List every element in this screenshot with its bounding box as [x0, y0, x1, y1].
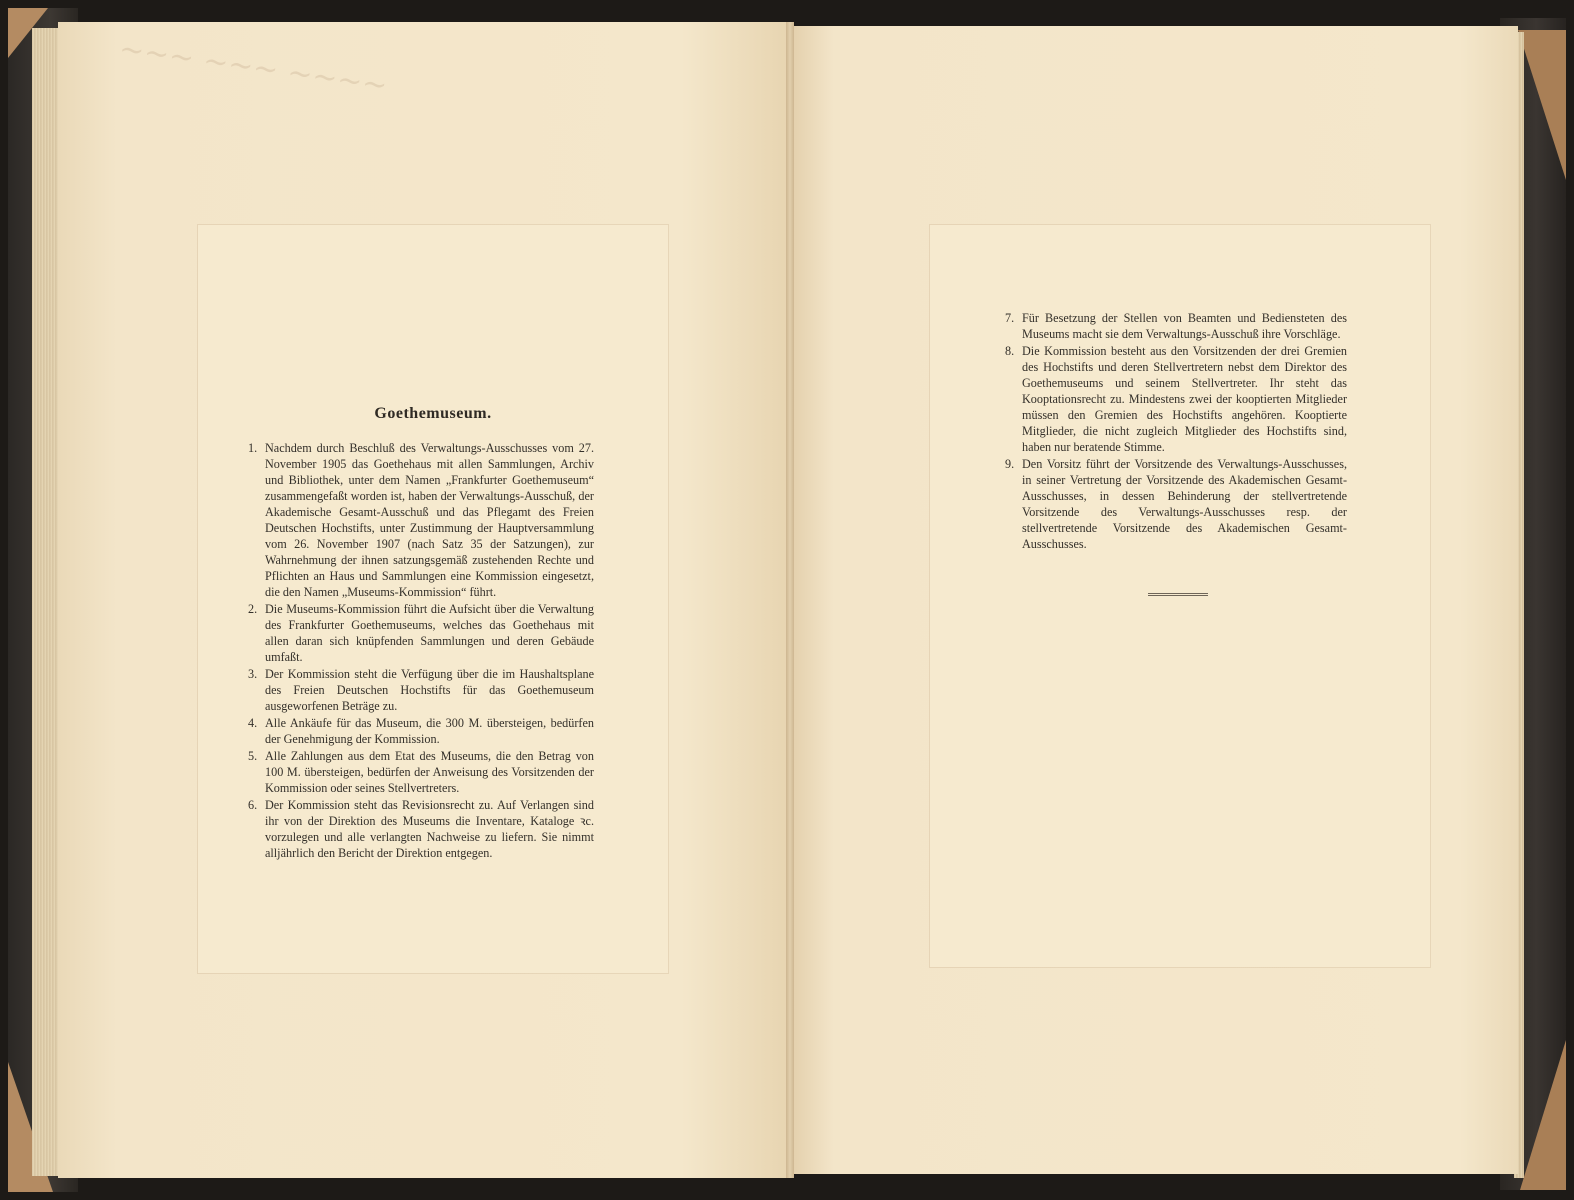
item-number: 2. — [248, 602, 258, 616]
list-item — [248, 440, 594, 600]
book-gutter — [786, 22, 794, 1178]
page-title: Goethemuseum. — [374, 405, 492, 422]
list-item — [248, 797, 594, 861]
item-text: Alle Zahlungen aus dem Etat des Museums, die den Betrag von 100 M. übersteigen, bedürfen der Anweisung des Vorsitzenden der Kommission oder seines Stellvertreters. — [265, 749, 594, 795]
list-item — [248, 715, 594, 747]
closing-rule — [1148, 593, 1208, 596]
item-number: 8. — [1005, 344, 1015, 358]
list-item — [248, 601, 594, 665]
item-number: 6. — [248, 798, 258, 812]
item-text: Der Kommission steht das Revisionsrecht zu. Auf Verlangen sind ihr von der Direktion des Museums die Inventare, Kataloge ꝛc. vorzulegen und alle verlangten Nachweise zu liefern. Sie nimmt alljährlich den Bericht der Direktion entgegen. — [265, 798, 594, 860]
item-number: 4. — [248, 716, 258, 730]
item-number: 1. — [248, 441, 258, 455]
item-text: Nachdem durch Beschluß des Verwaltungs-Ausschusses vom 27. November 1905 das Goethehaus mit allen Sammlungen, Archiv und Bibliothek, unter dem Namen „Frankfurter Goethemuseum“ zusammengefaßt worden ist, haben der Verwaltungs-Ausschuß, der Akademische Gesamt-Ausschuß und das Pflegamt des Freien Deutschen Hochstifts, unter Zustimmung der Hauptversammlung vom 26. November 1907 (nach Satz 35 der Satzungen), zur Wahrnehmung der ihnen satzungsgemäß zustehenden Rechte und Pflichten an Haus und Sammlungen eine Kommission eingesetzt, die den Namen „Museums-Kommission“ führt. — [265, 441, 594, 599]
item-text: Die Kommission besteht aus den Vorsitzenden der drei Gremien des Hochstifts und deren Stellvertretern nebst dem Direktor des Goethemuseums und seinem Stellvertreter. Ihr steht das Kooptationsrecht zu. Mindestens zwei der kooptierten Mitglieder müssen den Gremien des Hochstifts angehören. Kooptierte Mitglieder, die nicht zugleich Mitglieder des Hochstifts sind, haben nur beratende Stimme. — [1022, 344, 1347, 454]
list-item — [248, 748, 594, 796]
item-number: 3. — [248, 667, 258, 681]
list-item — [1005, 343, 1347, 455]
item-text: Den Vorsitz führt der Vorsitzende des Verwaltungs-Ausschusses, in seiner Vertretung der Vorsitzende des Akademischen Gesamt-Ausschusses, in dessen Behinderung der stellvertretende Vorsitzende des Verwaltungs-Ausschusses resp. der stellvertretende Vorsitzende des Akademischen Gesamt-Ausschusses. — [1022, 457, 1347, 551]
item-text: Der Kommission steht die Verfügung über die im Haushaltsplane des Freien Deutschen Hochstifts für das Goethemuseum ausgeworfenen Beträge zu. — [265, 667, 594, 713]
item-text: Für Besetzung der Stellen von Beamten und Bediensteten des Museums macht sie dem Verwaltungs-Ausschuß ihre Vorschläge. — [1022, 311, 1347, 341]
item-number: 7. — [1005, 311, 1015, 325]
article-list-left — [248, 440, 594, 862]
list-item — [1005, 310, 1347, 342]
item-text: Die Museums-Kommission führt die Aufsicht über die Verwaltung des Frankfurter Goethemuseums, welches das Goethehaus mit allen daran sich knüpfenden Sammlungen und deren Gebäude umfaßt. — [265, 602, 594, 664]
bleed-through-handwriting: ~~~ ~~~ ~~~~ — [116, 31, 390, 104]
item-text: Alle Ankäufe für das Museum, die 300 M. übersteigen, bedürfen der Genehmigung der Kommission. — [265, 716, 594, 746]
article-list-right — [1005, 310, 1347, 553]
item-number: 9. — [1005, 457, 1015, 471]
pasted-sheet-right — [930, 225, 1430, 967]
pasted-sheet-left — [198, 225, 668, 973]
item-number: 5. — [248, 749, 258, 763]
list-item — [248, 666, 594, 714]
list-item — [1005, 456, 1347, 552]
